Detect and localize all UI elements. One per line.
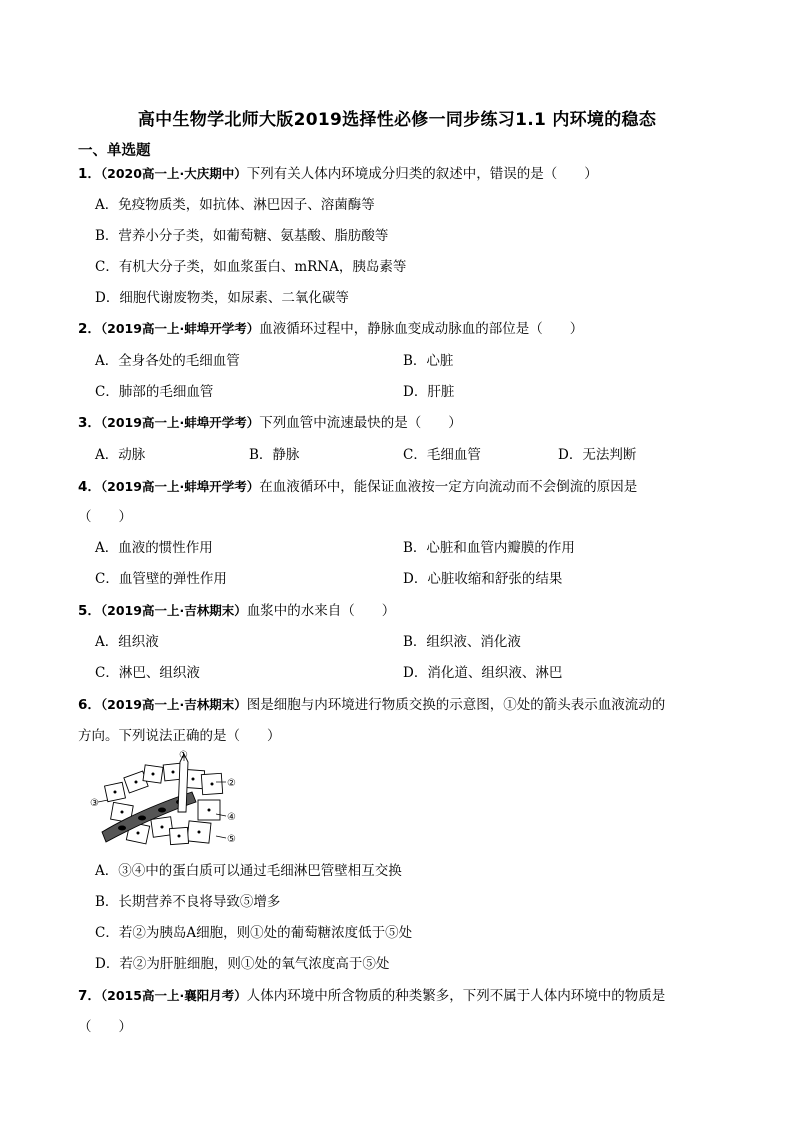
question-7-bracket: （ ）: [78, 1019, 132, 1035]
q2-option-a: A．全身各处的毛细血管: [95, 353, 240, 369]
question-5: 5．（2019高一上·吉林期末）血浆中的水来自（ ）: [78, 603, 396, 619]
q5-option-b: B．组织液、消化液: [403, 634, 521, 650]
q1-option-d: D．细胞代谢废物类，如尿素、二氧化碳等: [95, 290, 349, 306]
q4-option-c: C．血管壁的弹性作用: [95, 571, 227, 587]
q6-option-d: D．若②为肝脏细胞，则①处的氧气浓度高于⑤处: [95, 956, 390, 972]
question-2: 2．（2019高一上·蚌埠开学考）血液循环过程中，静脉血变成动脉血的部位是（ ）: [78, 321, 584, 337]
q2-option-c: C．肺部的毛细血管: [95, 384, 214, 400]
q6-option-a: A．③④中的蛋白质可以通过毛细淋巴管壁相互交换: [95, 863, 402, 879]
q3-option-b: B．静脉: [249, 447, 300, 463]
q3-option-d: D．无法判断: [558, 447, 637, 463]
page-title: 高中生物学北师大版2019选择性必修一同步练习1.1 内环境的稳态: [137, 110, 657, 130]
q4-option-b: B．心脏和血管内瓣膜的作用: [403, 540, 575, 556]
q5-option-d: D．消化道、组织液、淋巴: [403, 665, 563, 681]
fig-label-4: ④: [227, 812, 236, 823]
fig-label-1: ①: [179, 750, 188, 761]
fig-label-2: ②: [227, 778, 236, 789]
question-6: 6．（2019高一上·吉林期末）图是细胞与内环境进行物质交换的示意图，①处的箭头表示血液流动的: [78, 697, 666, 713]
q2-option-b: B．心脏: [403, 353, 454, 369]
question-7: 7．（2015高一上·襄阳月考）人体内环境中所含物质的种类繁多，下列不属于人体内环境中的物质是: [78, 988, 666, 1004]
fig-label-3: ③: [90, 798, 99, 809]
question-6-line2: 方向。下列说法正确的是（ ）: [78, 728, 281, 744]
q2-option-d: D．肝脏: [403, 384, 455, 400]
q4-option-d: D．心脏收缩和舒张的结果: [403, 571, 563, 587]
question-3: 3．（2019高一上·蚌埠开学考）下列血管中流速最快的是（ ）: [78, 415, 462, 431]
question-4-bracket: （ ）: [78, 509, 132, 525]
q5-option-a: A．组织液: [95, 634, 159, 650]
q3-option-a: A．动脉: [95, 447, 146, 463]
q1-option-b: B．营养小分子类，如葡萄糖、氨基酸、脂肪酸等: [95, 228, 389, 244]
q3-option-c: C．毛细血管: [403, 447, 481, 463]
q1-option-c: C．有机大分子类，如血浆蛋白、mRNA，胰岛素等: [95, 259, 407, 275]
question-4: 4．（2019高一上·蚌埠开学考）在血液循环中，能保证血液按一定方向流动而不会倒流的原因是: [78, 479, 638, 495]
q6-option-b: B．长期营养不良将导致⑤增多: [95, 894, 281, 910]
q5-option-c: C．淋巴、组织液: [95, 665, 200, 681]
q6-option-c: C．若②为胰岛A细胞，则①处的葡萄糖浓度低于⑤处: [95, 925, 413, 941]
q1-option-a: A．免疫物质类，如抗体、淋巴因子、溶菌酶等: [95, 197, 375, 213]
fig-label-5: ⑤: [227, 834, 236, 845]
q4-option-a: A．血液的惯性作用: [95, 540, 213, 556]
question-1: 1．（2020高一上·大庆期中）下列有关人体内环境成分归类的叙述中，错误的是（ ）: [78, 166, 598, 182]
cell-exchange-figure: [92, 752, 252, 852]
section-heading: 一、单选题: [78, 143, 151, 159]
